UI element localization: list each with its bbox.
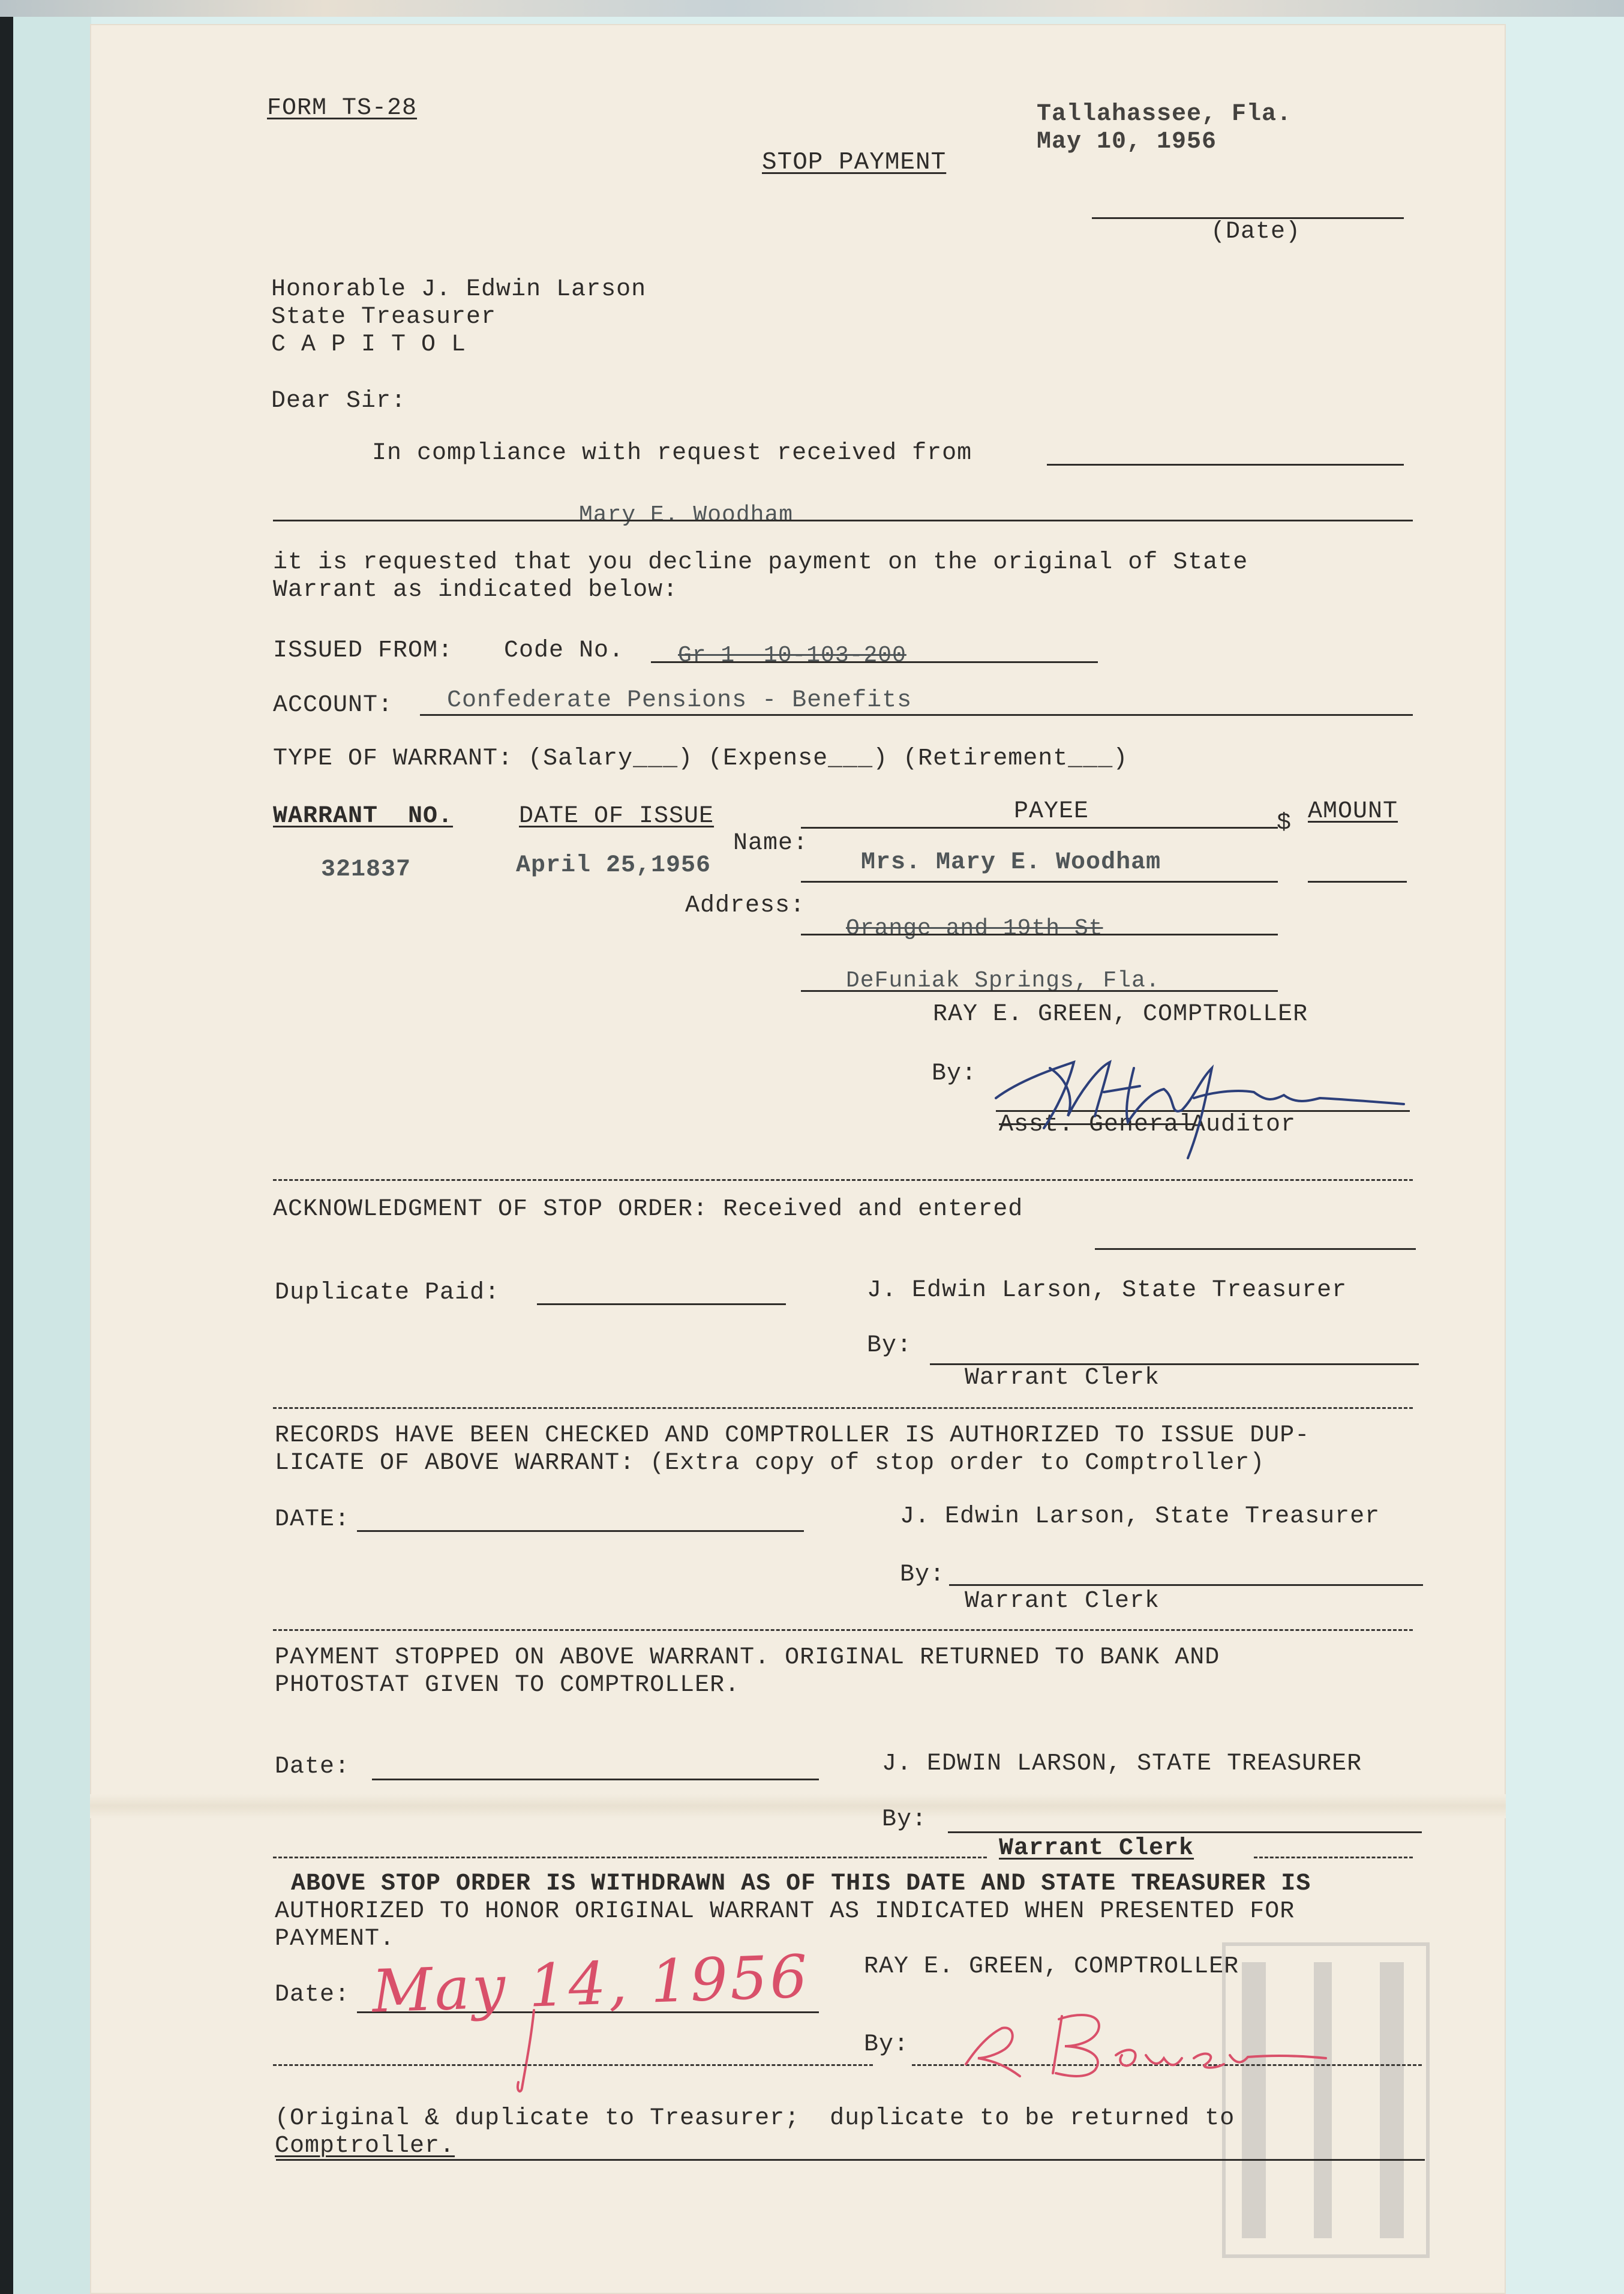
code-value: Gr 1 10-103-200 — [678, 643, 906, 668]
salutation: Dear Sir: — [271, 388, 407, 415]
compliance-text: In compliance with request received from — [372, 440, 972, 467]
footer-text-1: (Original & duplicate to Treasurer; duplicate to be returned to — [275, 2105, 1235, 2132]
address-underline-1 — [801, 934, 1278, 935]
requester-line — [273, 520, 1413, 521]
address-line-2: DeFuniak Springs, Fla. — [846, 968, 1160, 994]
separator-5a — [273, 2064, 873, 2066]
payee-name: Mrs. Mary E. Woodham — [861, 849, 1161, 876]
stopped-text-2: PHOTOSTAT GIVEN TO COMPTROLLER. — [275, 1672, 740, 1699]
name-label: Name: — [733, 830, 809, 857]
separator-2 — [273, 1407, 1413, 1409]
separator-3 — [273, 1629, 1413, 1631]
date-of-issue: April 25,1956 — [516, 852, 712, 879]
col-payee: PAYEE — [1014, 798, 1089, 825]
col-amount: AMOUNT — [1308, 798, 1398, 825]
comptroller-name: RAY E. GREEN, COMPTROLLER — [933, 1001, 1308, 1028]
form-title: STOP PAYMENT — [762, 149, 947, 176]
request-text-1: it is requested that you decline payment on the original of State — [273, 549, 1248, 576]
addressee-line-2: State Treasurer — [271, 304, 497, 331]
records-text-2: LICATE OF ABOVE WARRANT: (Extra copy of stop order to Comptroller) — [275, 1450, 1265, 1477]
footer-text-2: Comptroller. — [275, 2133, 455, 2160]
withdrawn-comptroller: RAY E. GREEN, COMPTROLLER — [864, 1953, 1239, 1980]
ack-clerk: Warrant Clerk — [965, 1365, 1160, 1392]
scan-background — [13, 17, 91, 2294]
col-warrant-no: WARRANT NO. — [273, 803, 454, 830]
footer-line — [276, 2159, 1425, 2161]
code-line — [651, 661, 1098, 663]
duplicate-paid-label: Duplicate Paid: — [275, 1279, 500, 1306]
paper-fold — [90, 1794, 1506, 1818]
auditor-signature — [984, 1044, 1416, 1164]
scan-left-edge — [0, 17, 13, 2294]
records-text-1: RECORDS HAVE BEEN CHECKED AND COMPTROLLER IS AUTHORIZED TO ISSUE DUP- — [275, 1422, 1310, 1449]
separator-4b — [1254, 1857, 1413, 1858]
handwriting-descender — [498, 2004, 570, 2094]
dollar-sign: $ — [1277, 810, 1292, 837]
issued-from-label: ISSUED FROM: — [273, 637, 454, 664]
stopped-text-1: PAYMENT STOPPED ON ABOVE WARRANT. ORIGINAL RETURNED TO BANK AND — [275, 1644, 1220, 1671]
separator-1 — [273, 1179, 1413, 1181]
separator-4a — [273, 1857, 987, 1858]
stopped-by: By: — [882, 1806, 927, 1833]
bleed-through-stamp — [1218, 1938, 1434, 2262]
addressee-line-3: C A P I T O L — [271, 331, 467, 358]
address-line-1: Orange and 19th St — [846, 916, 1103, 941]
requester-name: Mary E. Woodham — [579, 502, 794, 528]
records-by: By: — [900, 1561, 945, 1588]
account-line — [420, 714, 1413, 716]
ack-text: ACKNOWLEDGMENT OF STOP ORDER: Received and entered — [273, 1196, 1023, 1223]
auditor-title: Auditor — [1191, 1111, 1296, 1138]
duplicate-paid-line — [537, 1303, 786, 1305]
date-filled: May 10, 1956 — [1037, 128, 1217, 155]
withdrawn-by: By: — [864, 2031, 909, 2058]
stopped-treasurer: J. EDWIN LARSON, STATE TREASURER — [882, 1750, 1362, 1777]
records-treasurer: J. Edwin Larson, State Treasurer — [900, 1503, 1380, 1530]
requester-line-top — [1047, 464, 1404, 466]
address-label: Address: — [685, 892, 806, 919]
withdrawn-date-handwritten: May 14, 1956 — [371, 1942, 811, 2026]
type-of-warrant: TYPE OF WARRANT: (Salary___) (Expense___) (Retirement___) — [273, 745, 1128, 772]
account-value: Confederate Pensions - Benefits — [447, 687, 912, 714]
request-text-2: Warrant as indicated below: — [273, 577, 679, 604]
withdrawn-text-3: PAYMENT. — [275, 1926, 395, 1953]
form-number: FORM TS-28 — [267, 95, 418, 122]
payee-name-line — [801, 881, 1278, 883]
withdrawn-date-label: Date: — [275, 1981, 350, 2008]
place-text: Tallahassee, Fla. — [1037, 101, 1292, 128]
addressee-line-1: Honorable J. Edwin Larson — [271, 276, 647, 303]
amount-line — [1308, 881, 1407, 883]
address-underline-2 — [801, 990, 1278, 992]
date-caption: (Date) — [1211, 218, 1301, 245]
records-clerk-line — [949, 1584, 1423, 1586]
withdrawn-text-2: AUTHORIZED TO HONOR ORIGINAL WARRANT AS INDICATED WHEN PRESENTED FOR — [275, 1898, 1295, 1925]
ack-treasurer: J. Edwin Larson, State Treasurer — [867, 1277, 1347, 1304]
auditor-struck-title: Asst. General — [999, 1111, 1194, 1138]
ack-entered-line — [1095, 1248, 1416, 1250]
payee-header-line — [801, 827, 1278, 829]
stopped-clerk: Warrant Clerk — [999, 1835, 1194, 1862]
comptroller-red-signature — [948, 1998, 1332, 2088]
records-clerk: Warrant Clerk — [965, 1588, 1160, 1615]
records-date-label: DATE: — [275, 1506, 350, 1533]
stopped-clerk-line — [948, 1831, 1422, 1833]
account-label: ACCOUNT: — [273, 692, 394, 719]
warrant-number: 321837 — [321, 856, 412, 883]
comptroller-by: By: — [932, 1060, 977, 1087]
code-label: Code No. — [504, 637, 625, 664]
ack-by: By: — [867, 1332, 912, 1359]
stopped-date-line — [372, 1779, 819, 1780]
col-date-of-issue: DATE OF ISSUE — [519, 803, 715, 830]
withdrawn-text-1: ABOVE STOP ORDER IS WITHDRAWN AS OF THIS DATE AND STATE TREASURER IS — [291, 1870, 1311, 1897]
stopped-date-label: Date: — [275, 1753, 350, 1780]
records-date-line — [357, 1530, 804, 1532]
scan-top-edge — [0, 0, 1624, 17]
